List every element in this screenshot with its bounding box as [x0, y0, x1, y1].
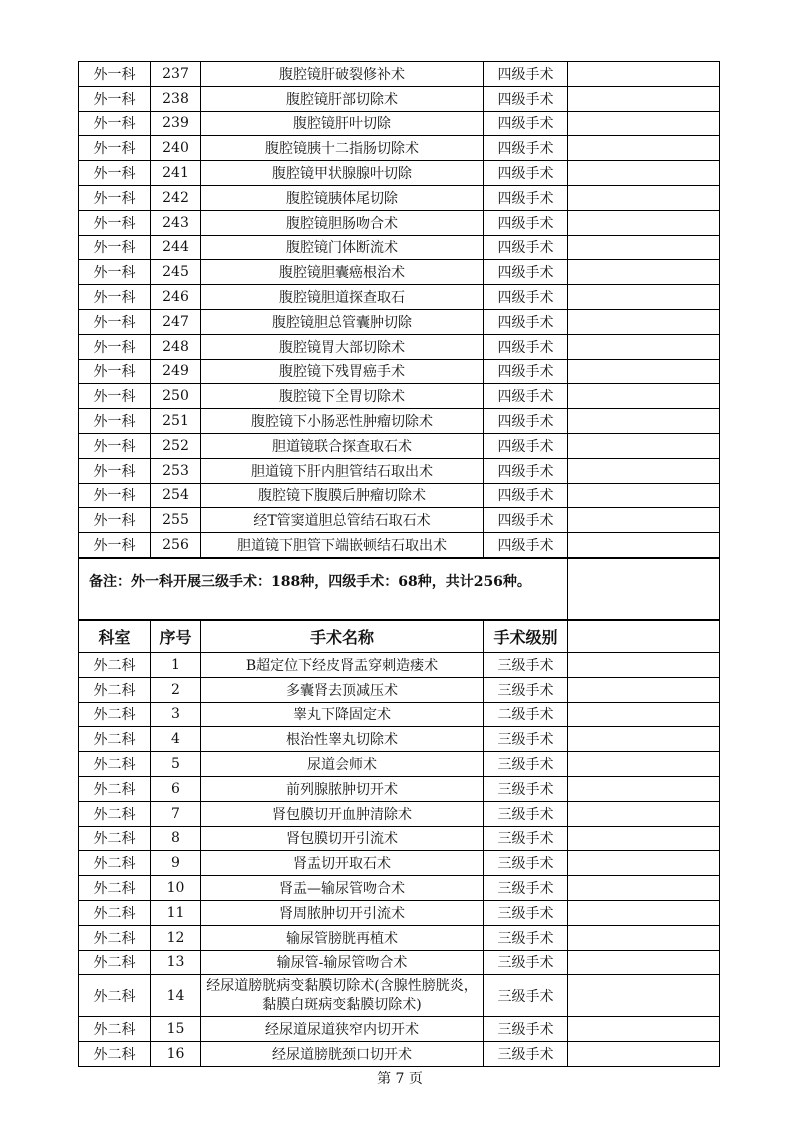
empty-cell — [568, 508, 720, 533]
number-cell: 243 — [151, 210, 201, 235]
number-cell: 244 — [151, 235, 201, 260]
note-row — [78, 558, 720, 620]
table-row — [79, 62, 720, 87]
level-cell: 三级手术 — [484, 752, 568, 777]
dept-cell: 外一科 — [79, 136, 151, 161]
surgery-name-cell: 腹腔镜胰十二指肠切除术 — [201, 136, 484, 161]
table-row — [79, 975, 720, 1017]
table-row — [79, 1017, 720, 1042]
number-cell: 241 — [151, 161, 201, 186]
dept-cell: 外二科 — [79, 925, 151, 950]
dept-cell: 外一科 — [79, 210, 151, 235]
table-row — [79, 384, 720, 409]
number-cell: 240 — [151, 136, 201, 161]
number-cell: 2 — [151, 677, 201, 702]
table-row — [79, 826, 720, 851]
header-no: 序号 — [151, 621, 201, 653]
empty-cell — [568, 826, 720, 851]
empty-cell — [568, 309, 720, 334]
surgery-name-cell: 腹腔镜肝部切除术 — [201, 86, 484, 111]
dept-cell: 外一科 — [79, 62, 151, 87]
empty-cell — [568, 533, 720, 558]
empty-cell — [568, 334, 720, 359]
level-cell: 三级手术 — [484, 727, 568, 752]
dept-cell: 外二科 — [79, 900, 151, 925]
dept-cell: 外一科 — [79, 260, 151, 285]
surgery-name-cell: 腹腔镜下腹膜后肿瘤切除术 — [201, 483, 484, 508]
surgery-name-cell: 输尿管-输尿管吻合术 — [201, 950, 484, 975]
table-row — [79, 260, 720, 285]
level-cell: 四级手术 — [484, 359, 568, 384]
table-row — [79, 334, 720, 359]
surgery-name-cell: 睾丸下降固定术 — [201, 702, 484, 727]
table-row — [79, 851, 720, 876]
level-cell: 三级手术 — [484, 975, 568, 1017]
number-cell: 13 — [151, 950, 201, 975]
table-row — [79, 801, 720, 826]
header-dept: 科室 — [79, 621, 151, 653]
table-row — [79, 950, 720, 975]
surgery-name-cell: 胆道镜联合探查取石术 — [201, 433, 484, 458]
level-cell: 四级手术 — [484, 334, 568, 359]
dept-cell: 外一科 — [79, 285, 151, 310]
dept-cell: 外二科 — [79, 727, 151, 752]
surgery-name-cell: 腹腔镜下小肠恶性肿瘤切除术 — [201, 409, 484, 434]
empty-cell — [568, 752, 720, 777]
level-cell: 三级手术 — [484, 1042, 568, 1067]
surgery-name-cell: B超定位下经皮肾盂穿刺造瘘术 — [201, 653, 484, 678]
table-row — [79, 727, 720, 752]
level-cell: 三级手术 — [484, 851, 568, 876]
table-row — [79, 359, 720, 384]
dept-cell: 外一科 — [79, 409, 151, 434]
empty-cell — [568, 384, 720, 409]
dept-cell: 外一科 — [79, 185, 151, 210]
surgery-name-cell: 肾包膜切开血肿清除术 — [201, 801, 484, 826]
number-cell: 256 — [151, 533, 201, 558]
number-cell: 14 — [151, 975, 201, 1017]
level-cell: 三级手术 — [484, 801, 568, 826]
level-cell: 四级手术 — [484, 62, 568, 87]
dept-cell: 外一科 — [79, 533, 151, 558]
dept-cell: 外一科 — [79, 458, 151, 483]
surgery-name-cell: 经尿道膀胱病变黏膜切除术(含腺性膀胱炎，黏膜白斑病变黏膜切除术) — [201, 975, 484, 1017]
level-cell: 四级手术 — [484, 235, 568, 260]
number-cell: 242 — [151, 185, 201, 210]
empty-cell — [568, 111, 720, 136]
number-cell: 1 — [151, 653, 201, 678]
dept-cell: 外一科 — [79, 235, 151, 260]
header-level: 手术级别 — [484, 621, 568, 653]
table-row — [79, 925, 720, 950]
empty-cell — [568, 86, 720, 111]
level-cell: 四级手术 — [484, 309, 568, 334]
level-cell: 四级手术 — [484, 458, 568, 483]
number-cell: 246 — [151, 285, 201, 310]
empty-cell — [568, 776, 720, 801]
empty-cell — [568, 950, 720, 975]
dept-cell: 外二科 — [79, 950, 151, 975]
number-cell: 238 — [151, 86, 201, 111]
dept-cell: 外二科 — [79, 801, 151, 826]
level-cell: 四级手术 — [484, 86, 568, 111]
table-row — [79, 653, 720, 678]
empty-cell — [568, 925, 720, 950]
surgery-name-cell: 尿道会师术 — [201, 752, 484, 777]
dept-cell: 外二科 — [79, 851, 151, 876]
table-row — [79, 210, 720, 235]
surgery-name-cell: 腹腔镜胰体尾切除 — [201, 185, 484, 210]
number-cell: 252 — [151, 433, 201, 458]
table-row — [79, 677, 720, 702]
level-cell: 四级手术 — [484, 185, 568, 210]
dept-cell: 外二科 — [79, 1017, 151, 1042]
empty-cell — [568, 876, 720, 901]
number-cell: 16 — [151, 1042, 201, 1067]
surgery-table-dept1 — [78, 61, 720, 558]
empty-cell — [568, 727, 720, 752]
empty-cell — [568, 458, 720, 483]
table-row — [79, 458, 720, 483]
empty-cell — [568, 1042, 720, 1067]
surgery-name-cell: 根治性睾丸切除术 — [201, 727, 484, 752]
dept-cell: 外二科 — [79, 752, 151, 777]
dept-cell: 外二科 — [79, 876, 151, 901]
surgery-name-cell: 胆道镜下肝内胆管结石取出术 — [201, 458, 484, 483]
surgery-name-cell: 多囊肾去顶减压术 — [201, 677, 484, 702]
empty-cell — [568, 702, 720, 727]
empty-cell — [568, 900, 720, 925]
level-cell: 三级手术 — [484, 1017, 568, 1042]
level-cell: 三级手术 — [484, 876, 568, 901]
table-row — [79, 309, 720, 334]
number-cell: 4 — [151, 727, 201, 752]
level-cell: 三级手术 — [484, 677, 568, 702]
dept-cell: 外一科 — [79, 86, 151, 111]
empty-cell — [568, 136, 720, 161]
table-row — [79, 900, 720, 925]
number-cell: 249 — [151, 359, 201, 384]
number-cell: 239 — [151, 111, 201, 136]
table-row — [79, 533, 720, 558]
level-cell: 四级手术 — [484, 384, 568, 409]
surgery-name-cell: 经尿道膀胱颈口切开术 — [201, 1042, 484, 1067]
number-cell: 8 — [151, 826, 201, 851]
surgery-name-cell: 肾周脓肿切开引流术 — [201, 900, 484, 925]
number-cell: 15 — [151, 1017, 201, 1042]
number-cell: 3 — [151, 702, 201, 727]
level-cell: 四级手术 — [484, 533, 568, 558]
header-empty — [568, 621, 720, 653]
surgery-name-cell: 经尿道尿道狭窄内切开术 — [201, 1017, 484, 1042]
dept-cell: 外一科 — [79, 384, 151, 409]
table-row — [79, 752, 720, 777]
table-row — [79, 776, 720, 801]
level-cell: 三级手术 — [484, 925, 568, 950]
empty-cell — [568, 653, 720, 678]
table-header-row — [79, 621, 720, 653]
dept-cell: 外二科 — [79, 677, 151, 702]
surgery-name-cell: 腹腔镜下全胃切除术 — [201, 384, 484, 409]
dept-cell: 外一科 — [79, 483, 151, 508]
dept-cell: 外一科 — [79, 508, 151, 533]
level-cell: 四级手术 — [484, 210, 568, 235]
number-cell: 253 — [151, 458, 201, 483]
level-cell: 四级手术 — [484, 285, 568, 310]
number-cell: 255 — [151, 508, 201, 533]
empty-cell — [568, 483, 720, 508]
dept-cell: 外二科 — [79, 1042, 151, 1067]
surgery-name-cell: 肾包膜切开引流术 — [201, 826, 484, 851]
surgery-name-cell: 腹腔镜胆囊癌根治术 — [201, 260, 484, 285]
number-cell: 5 — [151, 752, 201, 777]
number-cell: 12 — [151, 925, 201, 950]
table-row — [79, 409, 720, 434]
empty-cell — [568, 62, 720, 87]
level-cell: 四级手术 — [484, 111, 568, 136]
empty-cell — [568, 409, 720, 434]
level-cell: 四级手术 — [484, 409, 568, 434]
dept-cell: 外二科 — [79, 826, 151, 851]
table-row — [79, 185, 720, 210]
table-row — [79, 1042, 720, 1067]
level-cell: 三级手术 — [484, 776, 568, 801]
level-cell: 四级手术 — [484, 508, 568, 533]
dept-cell: 外二科 — [79, 702, 151, 727]
number-cell: 250 — [151, 384, 201, 409]
number-cell: 6 — [151, 776, 201, 801]
number-cell: 9 — [151, 851, 201, 876]
table-row — [79, 483, 720, 508]
table-row — [79, 285, 720, 310]
number-cell: 7 — [151, 801, 201, 826]
level-cell: 四级手术 — [484, 433, 568, 458]
surgery-name-cell: 腹腔镜甲状腺腺叶切除 — [201, 161, 484, 186]
number-cell: 254 — [151, 483, 201, 508]
page-number: 第 7 页 — [377, 1071, 423, 1087]
empty-cell — [568, 285, 720, 310]
table-row — [79, 235, 720, 260]
surgery-table-dept2 — [78, 620, 720, 1067]
surgery-name-cell: 肾盂—输尿管吻合术 — [201, 876, 484, 901]
level-cell: 三级手术 — [484, 950, 568, 975]
level-cell: 四级手术 — [484, 161, 568, 186]
dept-cell: 外二科 — [79, 776, 151, 801]
empty-cell — [568, 185, 720, 210]
empty-cell — [568, 975, 720, 1017]
note-text: 备注：外一科开展三级手术：188种，四级手术：68种，共计256种。 — [79, 559, 568, 620]
surgery-name-cell: 腹腔镜胆肠吻合术 — [201, 210, 484, 235]
level-cell: 二级手术 — [484, 702, 568, 727]
surgery-name-cell: 腹腔镜门体断流术 — [201, 235, 484, 260]
surgery-name-cell: 腹腔镜肝叶切除 — [201, 111, 484, 136]
surgery-name-cell: 肾盂切开取石术 — [201, 851, 484, 876]
empty-cell — [568, 260, 720, 285]
empty-cell — [568, 851, 720, 876]
dept-cell: 外二科 — [79, 653, 151, 678]
number-cell: 247 — [151, 309, 201, 334]
number-cell: 11 — [151, 900, 201, 925]
dept-cell: 外一科 — [79, 334, 151, 359]
surgery-name-cell: 腹腔镜肝破裂修补术 — [201, 62, 484, 87]
header-name: 手术名称 — [201, 621, 484, 653]
empty-cell — [568, 161, 720, 186]
table-row — [79, 433, 720, 458]
surgery-name-cell: 前列腺脓肿切开术 — [201, 776, 484, 801]
dept-cell: 外一科 — [79, 309, 151, 334]
table-row — [79, 508, 720, 533]
empty-cell — [568, 433, 720, 458]
dept-cell: 外一科 — [79, 161, 151, 186]
empty-cell — [568, 677, 720, 702]
surgery-name-cell: 胆道镜下胆管下端嵌顿结石取出术 — [201, 533, 484, 558]
table-row — [79, 136, 720, 161]
table-row — [79, 876, 720, 901]
empty-cell — [568, 235, 720, 260]
empty-cell — [568, 210, 720, 235]
dept-cell: 外二科 — [79, 975, 151, 1017]
surgery-name-cell: 腹腔镜胃大部切除术 — [201, 334, 484, 359]
table-row — [79, 161, 720, 186]
empty-cell — [568, 359, 720, 384]
empty-cell — [568, 1017, 720, 1042]
dept-cell: 外一科 — [79, 111, 151, 136]
dept-cell: 外一科 — [79, 359, 151, 384]
dept-cell: 外一科 — [79, 433, 151, 458]
table-row — [79, 86, 720, 111]
surgery-name-cell: 腹腔镜胆总管囊肿切除 — [201, 309, 484, 334]
number-cell: 251 — [151, 409, 201, 434]
table-row — [79, 702, 720, 727]
level-cell: 三级手术 — [484, 900, 568, 925]
level-cell: 四级手术 — [484, 136, 568, 161]
number-cell: 10 — [151, 876, 201, 901]
number-cell: 245 — [151, 260, 201, 285]
number-cell: 248 — [151, 334, 201, 359]
number-cell: 237 — [151, 62, 201, 87]
table-row — [79, 111, 720, 136]
level-cell: 四级手术 — [484, 260, 568, 285]
surgery-name-cell: 腹腔镜下残胃癌手术 — [201, 359, 484, 384]
note-empty-cell — [568, 559, 720, 620]
level-cell: 三级手术 — [484, 826, 568, 851]
surgery-name-cell: 经T管窦道胆总管结石取石术 — [201, 508, 484, 533]
level-cell: 三级手术 — [484, 653, 568, 678]
level-cell: 四级手术 — [484, 483, 568, 508]
empty-cell — [568, 801, 720, 826]
surgery-name-cell: 输尿管膀胱再植术 — [201, 925, 484, 950]
surgery-name-cell: 腹腔镜胆道探查取石 — [201, 285, 484, 310]
